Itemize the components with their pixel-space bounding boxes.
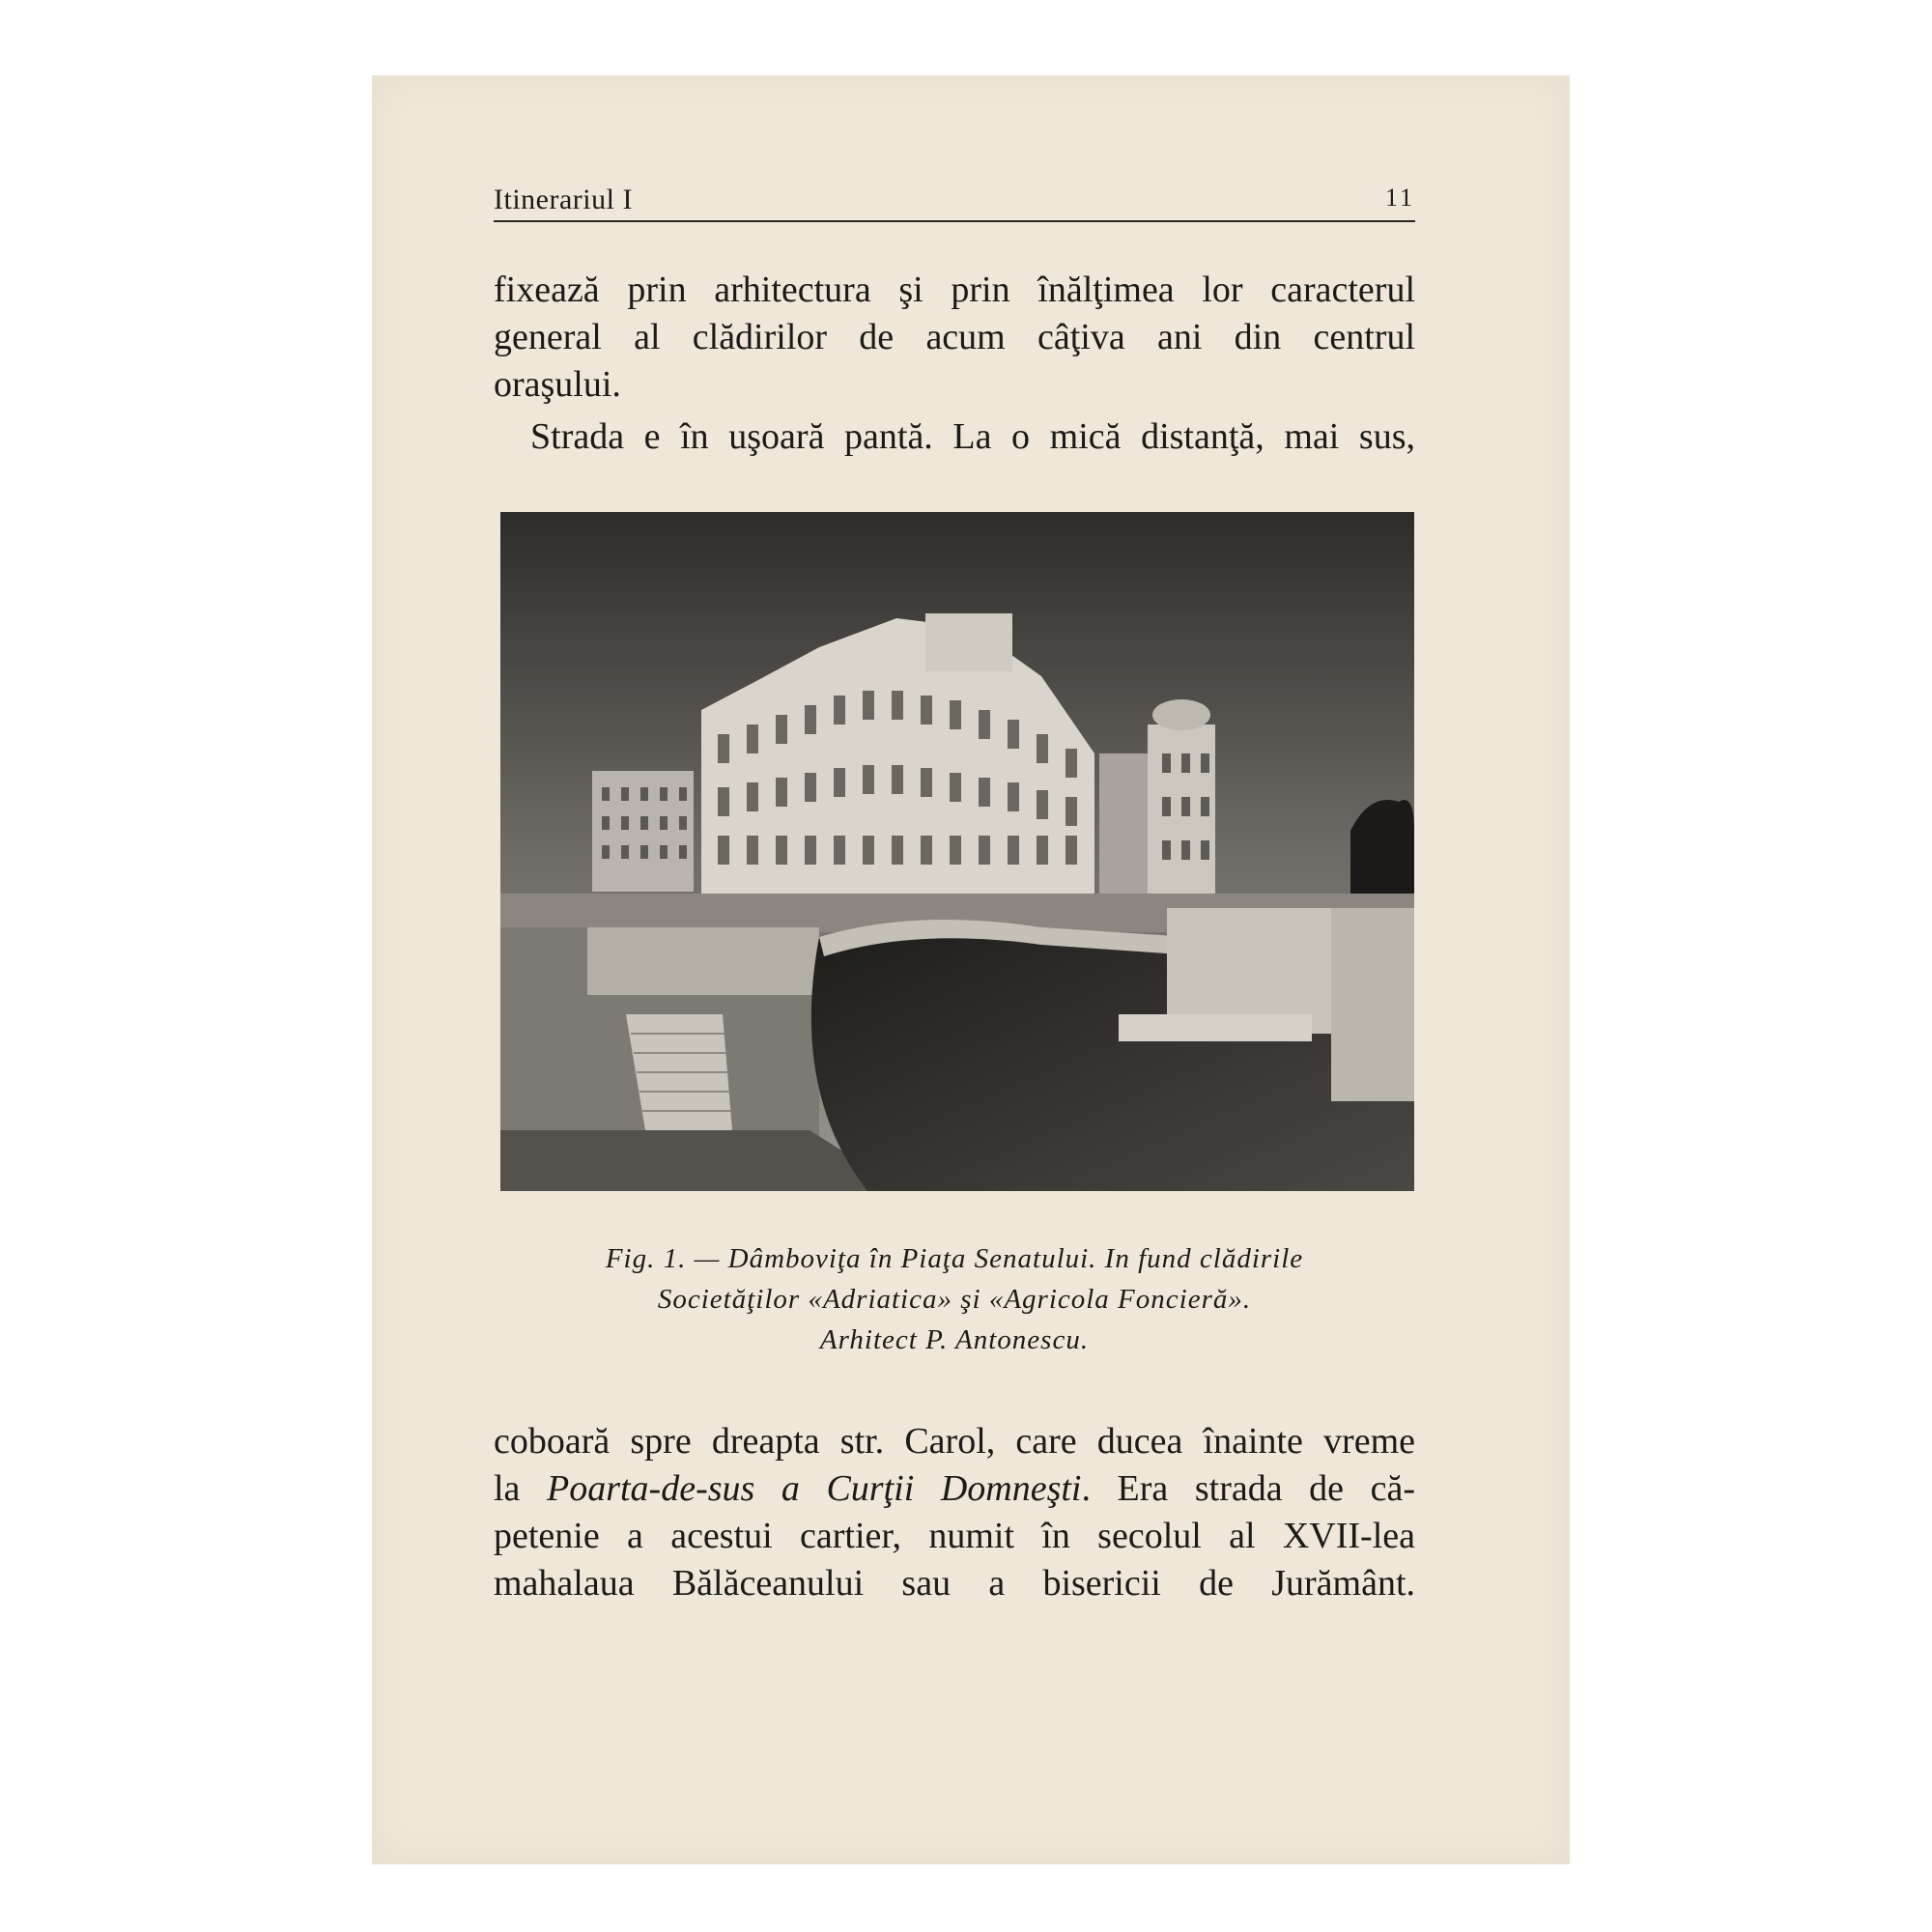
paragraph-1-line: general al clădirilor de acum câţiva ani din centrul xyxy=(494,317,1415,357)
running-header xyxy=(494,180,1415,222)
book-page xyxy=(372,75,1570,1864)
caption-line: Arhitect P. Antonescu. xyxy=(819,1324,1090,1355)
paragraph-3 xyxy=(494,1418,1415,1607)
paragraph-1-line: fixează prin arhitectura şi prin înălţimea lor caracterul xyxy=(494,270,1415,310)
paragraph-3-line: coboară spre dreapta str. Carol, care ducea înainte vreme xyxy=(494,1421,1415,1462)
photo-illustration xyxy=(500,512,1414,1191)
caption-line: Fig. 1. — Dâmboviţa în Piaţa Senatului. In fund clădirile xyxy=(605,1243,1304,1274)
italic-place-name: Poarta-de-sus a Curţii Domneşti xyxy=(547,1468,1082,1509)
paragraph-3-line xyxy=(494,1465,1415,1513)
line-text: la xyxy=(494,1468,547,1509)
paragraph-1 xyxy=(494,267,1415,409)
paragraph-3-line: mahalaua Bălăceanului sau a bisericii de Jurământ. xyxy=(494,1563,1415,1604)
paragraph-1-line: oraşului. xyxy=(494,364,621,405)
caption-line: Societăţilor «Adriatica» şi «Agricola Foncieră». xyxy=(657,1284,1252,1315)
header-title: Itinerariul I xyxy=(494,184,633,215)
page-number: 11 xyxy=(1384,184,1415,212)
figure-caption xyxy=(494,1238,1415,1360)
paragraph-2: Strada e în uşoară pantă. La o mică distanţă, mai sus, xyxy=(530,416,1415,457)
line-text: . Era strada de că- xyxy=(1081,1468,1415,1509)
figure-photo xyxy=(500,512,1414,1191)
paragraph-3-line: petenie a acestui cartier, numit în secolul al XVII-lea xyxy=(494,1516,1415,1556)
